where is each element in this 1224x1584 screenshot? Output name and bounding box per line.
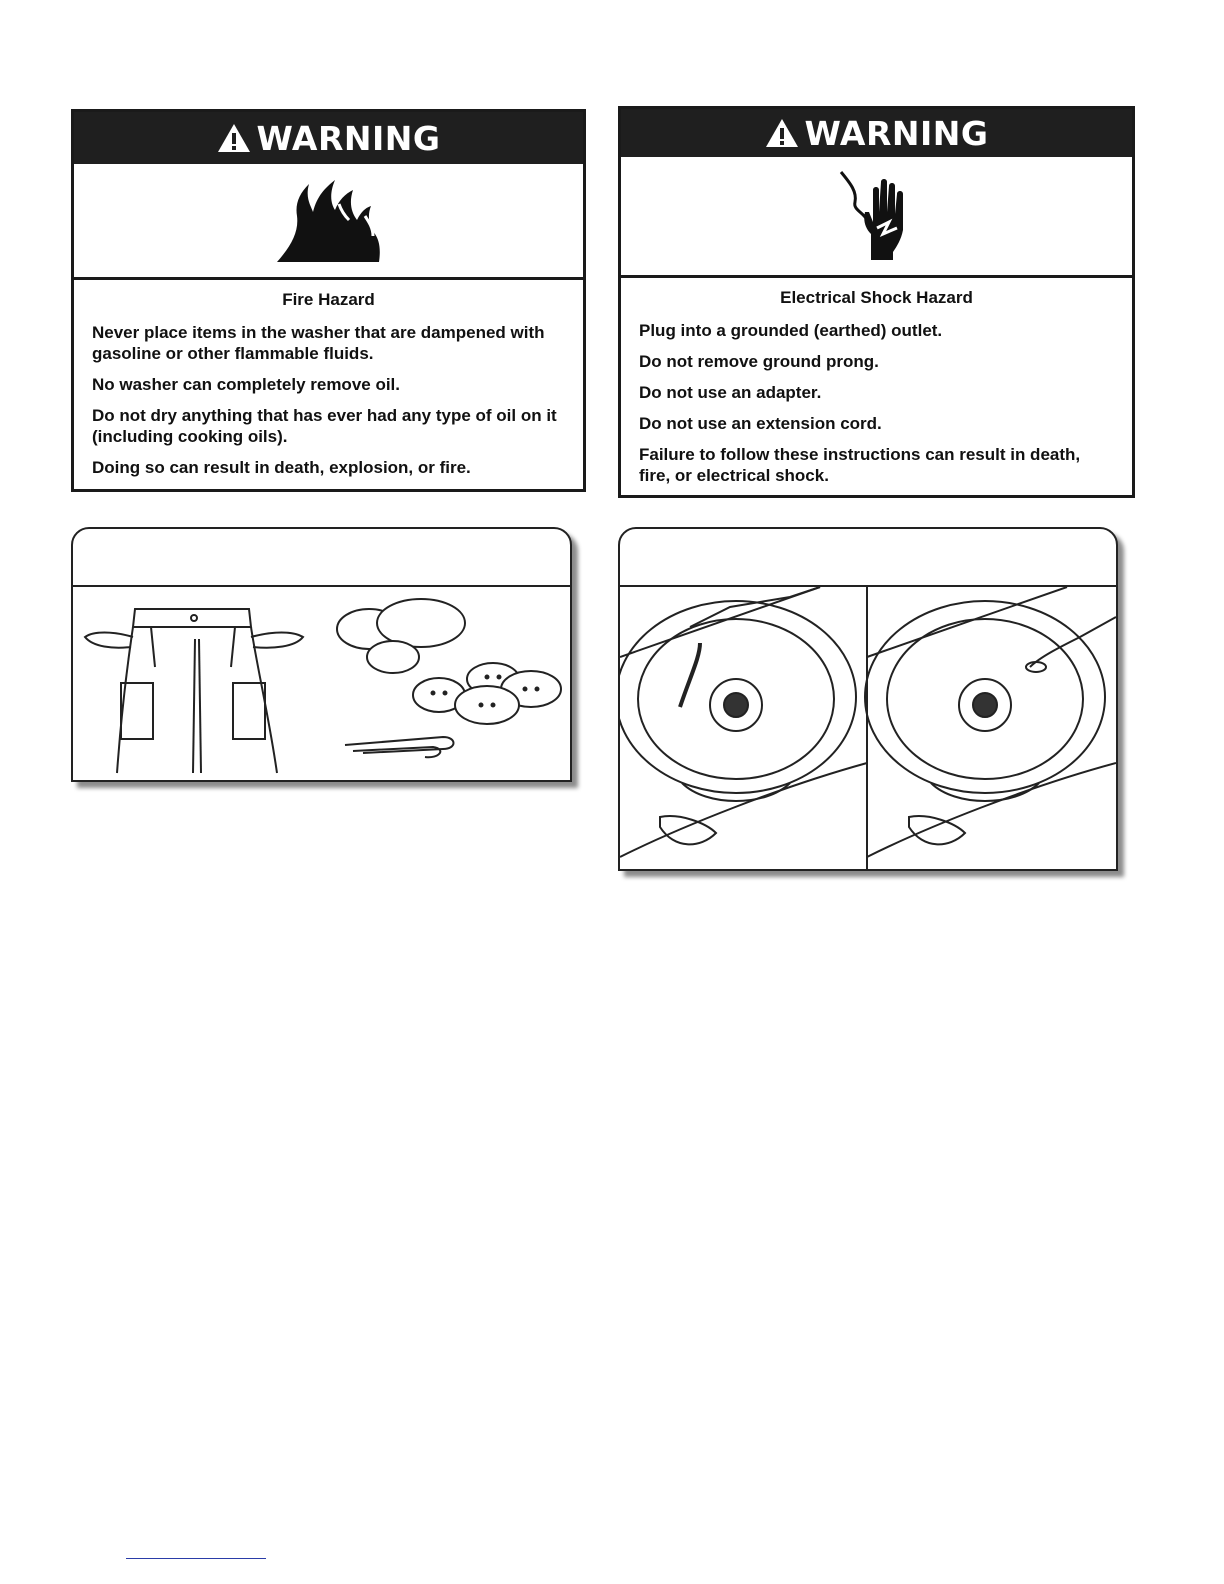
warning-header-label: WARNING	[256, 118, 441, 158]
electric-shock-hand-icon	[827, 168, 927, 264]
washer-basket-drawing	[620, 587, 1116, 869]
warning-header	[74, 112, 583, 164]
fire-icon-area	[74, 164, 583, 280]
warning-header-label: WARNING	[804, 113, 989, 153]
footer-rule	[126, 1558, 266, 1559]
warning-line: Doing so can result in death, explosion, or fire.	[92, 458, 471, 477]
pants-pockets-coins-drawing	[73, 587, 570, 780]
warning-triangle-icon	[217, 122, 251, 154]
warning-line: Do not dry anything that has ever had any type of oil on it (including cooking oils).	[92, 406, 557, 446]
warning-line: Failure to follow these instructions can result in death, fire, or electrical shock.	[639, 445, 1081, 485]
washer-panel-left	[620, 587, 867, 857]
empty-pockets-illustration	[71, 527, 572, 782]
safety-pins-icon	[345, 737, 454, 757]
fire-warning-body	[74, 280, 583, 478]
washer-basket-illustration	[618, 527, 1118, 871]
warning-line: Never place items in the washer that are dampened with gasoline or other flammable fluids.	[92, 323, 545, 363]
pants-icon	[85, 609, 303, 773]
warning-line: No washer can completely remove oil.	[92, 375, 401, 394]
warning-line: Do not use an extension cord.	[639, 414, 882, 433]
warning-triangle-icon	[765, 117, 799, 149]
warning-line: Do not use an adapter.	[639, 383, 822, 402]
shock-warning-box	[618, 106, 1135, 498]
buttons-icon	[413, 663, 561, 724]
illustration-header-bar	[620, 529, 1116, 587]
coins-icon	[337, 599, 465, 673]
shock-icon-area	[621, 157, 1132, 278]
washer-panel-right	[865, 587, 1116, 857]
illustration-header-bar	[73, 529, 570, 587]
warning-line: Plug into a grounded (earthed) outlet.	[639, 321, 943, 340]
fire-warning-box	[71, 109, 586, 492]
hazard-title: Electrical Shock Hazard	[780, 288, 973, 307]
warning-line: Do not remove ground prong.	[639, 352, 879, 371]
shock-warning-body	[621, 278, 1132, 486]
hazard-title: Fire Hazard	[282, 290, 375, 309]
warning-header	[621, 109, 1132, 157]
fire-icon	[269, 176, 389, 266]
